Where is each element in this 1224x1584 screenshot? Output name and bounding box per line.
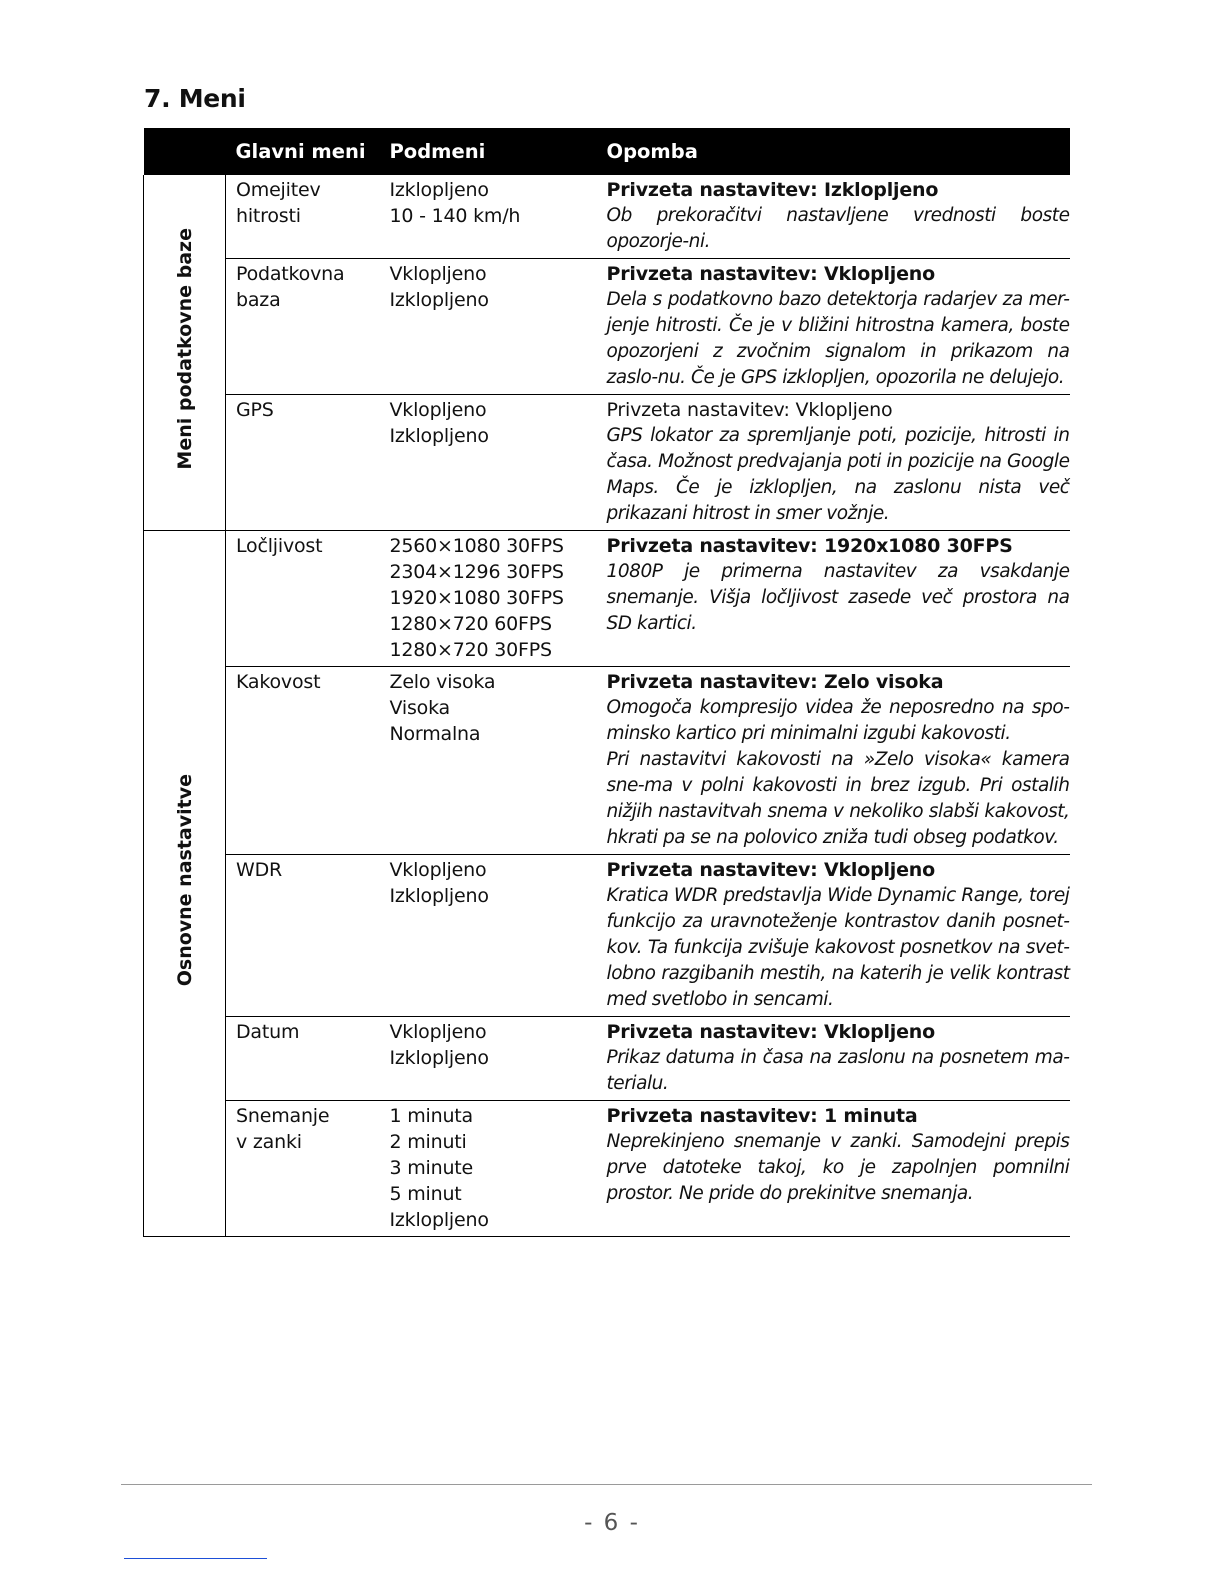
submenu-cell (380, 395, 597, 531)
main-menu-text: Datum (236, 1021, 300, 1043)
submenu-option: Izklopljeno (389, 885, 489, 907)
submenu-option: Vklopljeno (389, 1021, 487, 1043)
section-label-cell (144, 531, 226, 1237)
default-setting: Privzeta nastavitev: Vklopljeno (606, 263, 935, 285)
main-menu-cell (226, 855, 380, 1017)
main-menu-cell (226, 1017, 380, 1101)
main-menu-text: Podatkovna (236, 263, 345, 285)
main-menu-cell (226, 175, 380, 259)
submenu-option: Vklopljeno (389, 859, 487, 881)
main-menu-text: Kakovost (236, 671, 321, 693)
section-label: Meni podatkovne baze (173, 228, 196, 470)
submenu-cell (380, 667, 597, 855)
note-cell (597, 855, 1070, 1017)
section-label-cell (144, 175, 226, 531)
main-menu-cell (226, 667, 380, 855)
note-description: Omogoča kompresijo videa že neposredno na spo-minsko kartico pri minimalni izgubi kakovosti. (606, 697, 1070, 744)
submenu-option: 1 minuta (389, 1105, 473, 1127)
table-body (144, 175, 1070, 1237)
submenu-cell (380, 1101, 597, 1237)
note-description: Prikaz datuma in časa na zaslonu na posnetem ma-terialu. (606, 1047, 1070, 1094)
main-menu-text: hitrosti (236, 205, 301, 227)
submenu-option: Izklopljeno (389, 1047, 489, 1069)
submenu-option: 5 minut (389, 1183, 462, 1205)
default-setting: Privzeta nastavitev: Izklopljeno (606, 179, 939, 201)
page-title: 7. Meni (144, 84, 246, 113)
submenu-option: 3 minute (389, 1157, 474, 1179)
note-description: Pri nastavitvi kakovosti na »Zelo visoka« kamera sne-ma v polni kakovosti in brez izgub. Pri ostalih nižjih nastavitvah snema v nekoliko slabši kakovost, hkrati pa se na polovico zniža tudi obseg podatkov. (606, 749, 1070, 848)
table-header-row (144, 128, 1070, 175)
main-menu-text: Ločljivost (236, 535, 323, 557)
header-submenu: Podmeni (380, 128, 597, 175)
main-menu-text: Snemanje (236, 1105, 330, 1127)
submenu-option: Visoka (389, 697, 450, 719)
submenu-option: Izklopljeno (389, 179, 489, 201)
submenu-option: 1280×720 60FPS (389, 613, 552, 635)
submenu-cell (380, 259, 597, 395)
menu-table (143, 128, 1070, 1237)
note-description: GPS lokator za spremljanje poti, pozicije, hitrosti in časa. Možnost predvajanja poti in pozicije na Google Maps. Če je izklopljen, na zaslonu nista več prikazani hitrost in smer vožnje. (606, 425, 1070, 524)
table-row (144, 1017, 1070, 1101)
table-row (144, 395, 1070, 531)
note-cell (597, 667, 1070, 855)
footer-divider (121, 1484, 1092, 1485)
table-row (144, 259, 1070, 395)
header-note: Opomba (597, 128, 1070, 175)
main-menu-cell (226, 1101, 380, 1237)
main-menu-cell (226, 259, 380, 395)
main-menu-text: v zanki (236, 1131, 302, 1153)
submenu-option: Izklopljeno (389, 425, 489, 447)
submenu-option: 1920×1080 30FPS (389, 587, 564, 609)
submenu-option: Izklopljeno (389, 289, 489, 311)
main-menu-text: WDR (236, 859, 283, 881)
submenu-cell (380, 531, 597, 667)
table-row (144, 667, 1070, 855)
header-main-menu: Glavni meni (226, 128, 380, 175)
default-setting: Privzeta nastavitev: 1920x1080 30FPS (606, 535, 1013, 557)
note-description: Dela s podatkovno bazo detektorja radarjev za mer-jenje hitrosti. Če je v bližini hitrostna kamera, boste opozorjeni z zvočnim signalom in prikazom na zaslo-nu. Če je GPS izklopljen, opozorila ne delujejo. (606, 289, 1070, 388)
note-cell (597, 1101, 1070, 1237)
note-cell (597, 1017, 1070, 1101)
footnote-link-underline (124, 1558, 267, 1559)
default-setting: Privzeta nastavitev: 1 minuta (606, 1105, 918, 1127)
default-setting: Privzeta nastavitev: Zelo visoka (606, 671, 944, 693)
page-number (0, 1510, 1224, 1536)
submenu-cell (380, 855, 597, 1017)
note-description: Neprekinjeno snemanje v zanki. Samodejni prepis prve datoteke takoj, ko je zapolnjen pomnilni prostor. Ne pride do prekinitve snemanja. (606, 1131, 1070, 1204)
main-menu-cell (226, 395, 380, 531)
submenu-option: Vklopljeno (389, 399, 487, 421)
submenu-option: 10 - 140 km/h (389, 205, 521, 227)
main-menu-text: Omejitev (236, 179, 321, 201)
submenu-option: 2560×1080 30FPS (389, 535, 564, 557)
note-description: Kratica WDR predstavlja Wide Dynamic Range, torej funkcijo za uravnoteženje kontrastov danih posnet-kov. Ta funkcija zvišuje kakovost posnetkov na svet-lobno razgibanih mestih, na katerih je velik kontrast med svetlobo in sencami. (606, 885, 1070, 1010)
section-label: Osnovne nastavitve (173, 773, 196, 987)
default-setting: Privzeta nastavitev: Vklopljeno (606, 399, 893, 421)
submenu-cell (380, 1017, 597, 1101)
submenu-cell (380, 175, 597, 259)
default-setting: Privzeta nastavitev: Vklopljeno (606, 859, 935, 881)
submenu-option: 2304×1296 30FPS (389, 561, 564, 583)
submenu-option: Izklopljeno (389, 1209, 489, 1231)
default-setting: Privzeta nastavitev: Vklopljeno (606, 1021, 935, 1043)
note-cell (597, 175, 1070, 259)
main-menu-text: GPS (236, 399, 274, 421)
note-description: 1080P je primerna nastavitev za vsakdanje snemanje. Višja ločljivost zasede več prostora na SD kartici. (606, 561, 1070, 634)
submenu-option: 2 minuti (389, 1131, 467, 1153)
page-number-text: - 6 - (584, 1510, 640, 1536)
submenu-option: Zelo visoka (389, 671, 496, 693)
main-menu-text: baza (236, 289, 281, 311)
main-menu-cell (226, 531, 380, 667)
submenu-option: Vklopljeno (389, 263, 487, 285)
note-description: Ob prekoračitvi nastavljene vrednosti boste opozorje-ni. (606, 205, 1070, 252)
note-cell (597, 395, 1070, 531)
header-section (144, 128, 226, 175)
submenu-option: 1280×720 30FPS (389, 639, 552, 661)
submenu-option: Normalna (389, 723, 481, 745)
table-row (144, 1101, 1070, 1237)
table-row (144, 855, 1070, 1017)
note-cell (597, 531, 1070, 667)
table-row (144, 531, 1070, 667)
note-cell (597, 259, 1070, 395)
table-row (144, 175, 1070, 259)
